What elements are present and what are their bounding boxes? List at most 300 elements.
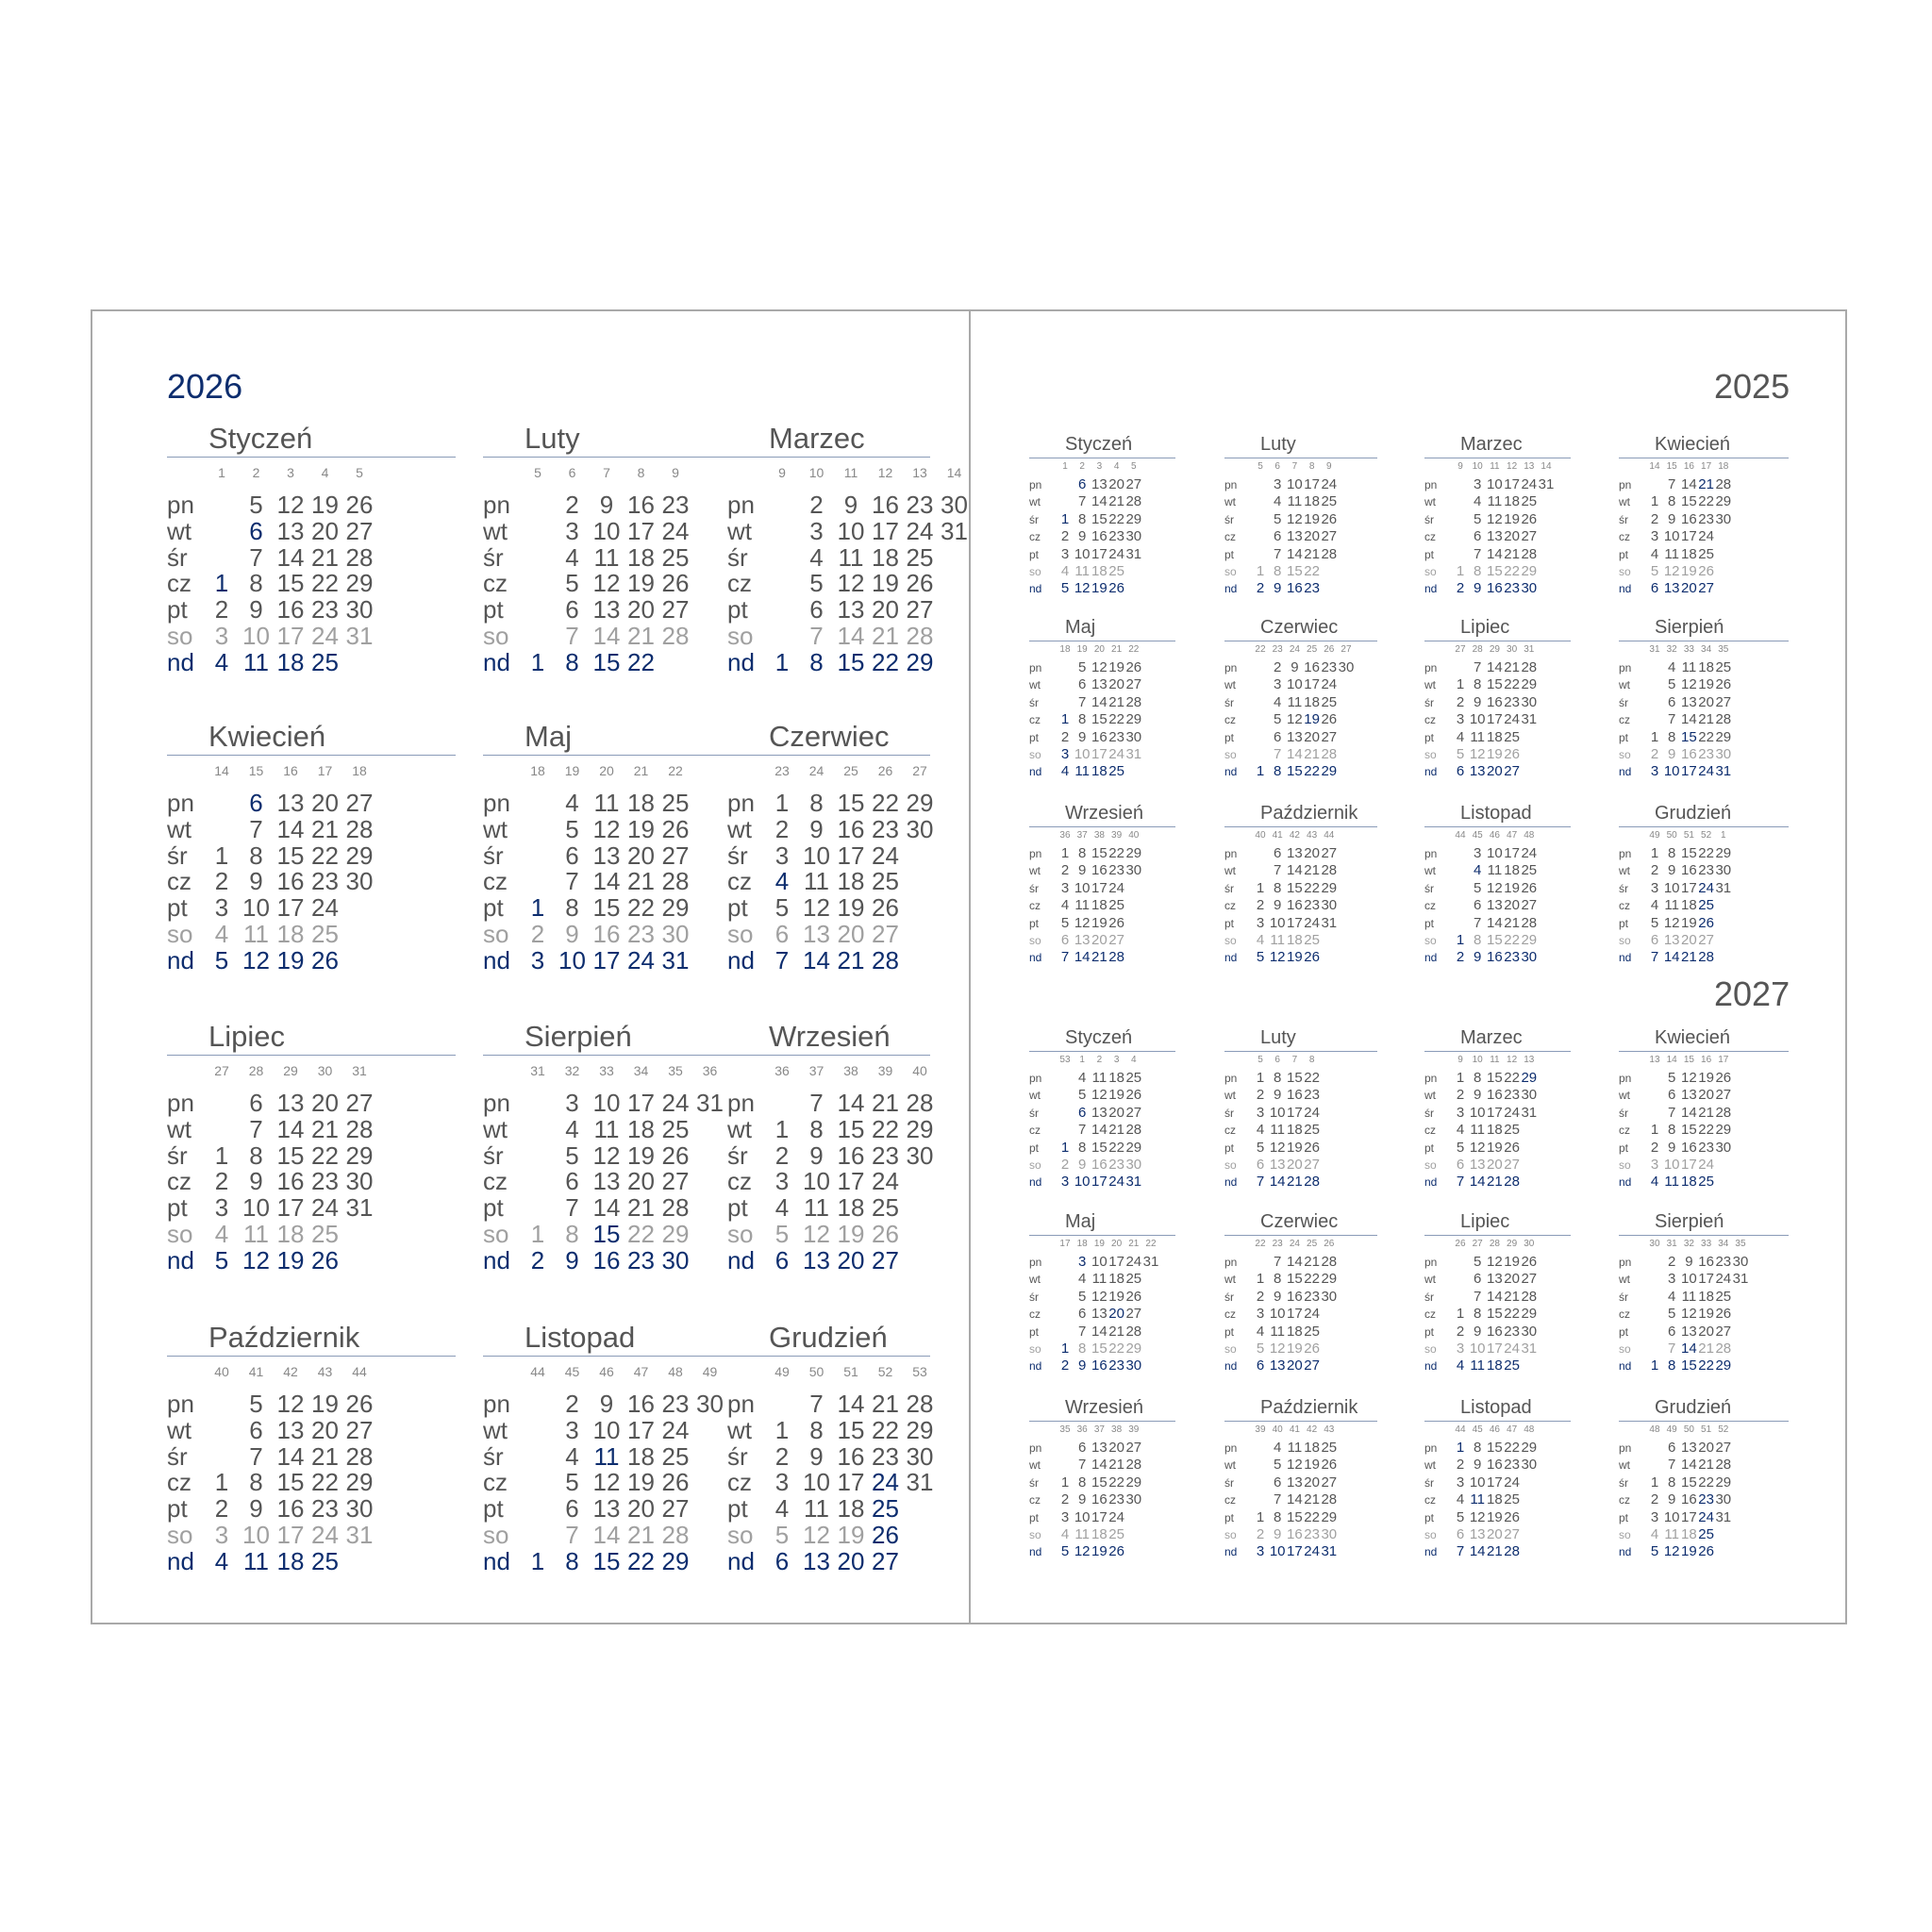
- day-cell: 28: [1715, 1104, 1732, 1121]
- day-cell: 20: [1698, 1087, 1714, 1104]
- day-cell: 23: [1108, 528, 1124, 545]
- day-cell: 6: [565, 841, 579, 870]
- day-cell: 5: [214, 945, 229, 974]
- day-cell: 16: [276, 595, 305, 625]
- month-name: Sierpień: [525, 1020, 632, 1053]
- day-cell: 3: [214, 1521, 229, 1549]
- day-cell: 17: [1304, 476, 1320, 492]
- week-number: 38: [843, 1063, 858, 1078]
- weekday-label: so: [1224, 1528, 1237, 1541]
- day-cell: 21: [1304, 1491, 1320, 1508]
- day-cell: 19: [1287, 949, 1303, 966]
- day-cell: 15: [1091, 711, 1108, 728]
- week-number: 6: [1274, 1055, 1280, 1065]
- day-cell: 25: [1715, 1288, 1732, 1305]
- day-cell: 25: [872, 1494, 899, 1524]
- day-cell: 23: [872, 814, 899, 843]
- day-cell: 18: [837, 867, 865, 896]
- day-cell: 30: [1732, 1254, 1749, 1270]
- day-cell: 26: [1521, 879, 1538, 896]
- day-cell: 30: [1125, 1357, 1142, 1374]
- day-cell: 21: [1504, 1288, 1520, 1305]
- day-cell: 14: [1091, 493, 1108, 510]
- day-cell: 20: [1504, 528, 1520, 545]
- day-cell: 30: [1125, 862, 1142, 879]
- weekday-label: wt: [1619, 1089, 1630, 1103]
- week-number: 4: [1131, 1055, 1137, 1065]
- day-cell: 20: [1487, 1157, 1503, 1173]
- day-cell: 31: [1715, 879, 1732, 896]
- day-cell: 10: [1487, 476, 1503, 492]
- day-cell: 18: [276, 1220, 305, 1248]
- day-cell: 23: [661, 491, 690, 519]
- day-cell: 6: [1474, 897, 1482, 914]
- day-cell: 15: [1287, 879, 1303, 896]
- day-cell: 6: [1078, 1306, 1087, 1323]
- day-cell: 9: [249, 867, 263, 896]
- day-cell: 22: [1504, 676, 1520, 693]
- weekday-label: cz: [483, 867, 508, 896]
- day-cell: 10: [837, 516, 865, 545]
- day-cell: 14: [276, 1114, 305, 1143]
- day-cell: 22: [627, 893, 655, 923]
- weekday-label: so: [1224, 1158, 1237, 1172]
- day-cell: 23: [1108, 1157, 1124, 1173]
- weekday-label: wt: [167, 516, 192, 545]
- day-cell: 29: [661, 893, 690, 923]
- weekday-label: nd: [1424, 1175, 1438, 1190]
- day-cell: 25: [1125, 1070, 1142, 1086]
- day-cell: 21: [1287, 1174, 1303, 1191]
- weekday-label: śr: [1224, 1475, 1234, 1490]
- day-cell: 28: [1715, 1341, 1732, 1357]
- day-cell: 27: [1125, 1306, 1142, 1323]
- weekday-label: so: [483, 1220, 509, 1248]
- weekday-label: wt: [1619, 864, 1630, 878]
- day-cell: 15: [1681, 493, 1697, 510]
- day-cell: 29: [1125, 1341, 1142, 1357]
- day-cell: 31: [1715, 1508, 1732, 1525]
- weekday-label: so: [727, 920, 754, 948]
- day-cell: 1: [530, 647, 545, 676]
- weekday-label: pn: [1619, 661, 1632, 675]
- week-number: 50: [1666, 830, 1677, 841]
- day-cell: 24: [1698, 763, 1714, 780]
- day-cell: 8: [1078, 1474, 1087, 1491]
- day-cell: 17: [1108, 1254, 1124, 1270]
- day-cell: 3: [565, 1415, 579, 1444]
- day-cell: 7: [249, 542, 263, 572]
- day-cell: 1: [1650, 728, 1659, 745]
- day-cell: 15: [1287, 1508, 1303, 1525]
- day-cell: 13: [803, 1546, 830, 1575]
- day-cell: 20: [1108, 1440, 1124, 1456]
- day-cell: 11: [1074, 1526, 1090, 1542]
- weekday-label: śr: [1619, 1290, 1628, 1304]
- month-name: Wrzesień: [1065, 803, 1143, 824]
- weekday-label: cz: [1029, 713, 1041, 727]
- day-cell: 26: [1698, 563, 1714, 579]
- day-cell: 17: [1487, 1474, 1503, 1491]
- week-number: 17: [1701, 461, 1712, 472]
- day-cell: 10: [1469, 711, 1486, 728]
- day-cell: 23: [1304, 580, 1320, 597]
- weekday-label: so: [483, 1521, 509, 1549]
- weekday-label: wt: [483, 814, 508, 843]
- day-cell: 2: [1456, 580, 1465, 597]
- day-cell: 27: [1504, 1526, 1520, 1542]
- day-cell: 12: [1091, 659, 1108, 675]
- day-cell: 23: [1304, 1526, 1320, 1542]
- day-cell: 27: [661, 1167, 690, 1196]
- day-cell: 2: [1456, 1087, 1465, 1104]
- day-cell: 7: [1078, 1457, 1087, 1474]
- day-cell: 7: [1078, 493, 1087, 510]
- day-cell: 16: [1487, 693, 1503, 710]
- day-cell: 14: [1469, 1174, 1486, 1191]
- day-cell: 24: [311, 1521, 339, 1549]
- day-cell: 19: [1487, 746, 1503, 762]
- day-cell: 2: [565, 491, 579, 519]
- day-cell: 7: [1078, 1122, 1087, 1139]
- day-cell: 23: [627, 1245, 655, 1274]
- week-number: 21: [633, 763, 649, 778]
- day-cell: 27: [1321, 845, 1338, 861]
- day-cell: 9: [1078, 1157, 1087, 1173]
- day-cell: 19: [627, 569, 655, 598]
- day-cell: 1: [214, 569, 229, 598]
- day-cell: 23: [311, 595, 339, 625]
- day-cell: 13: [1091, 676, 1108, 693]
- day-cell: 3: [774, 841, 790, 870]
- day-cell: 30: [1521, 580, 1538, 597]
- day-cell: 10: [1287, 476, 1303, 492]
- day-cell: 28: [1321, 746, 1338, 762]
- day-cell: 22: [1108, 510, 1124, 527]
- day-cell: 25: [1504, 1357, 1520, 1374]
- weekday-label: pt: [1029, 1141, 1040, 1155]
- week-number: 36: [774, 1063, 790, 1078]
- day-cell: 19: [1504, 510, 1520, 527]
- day-cell: 1: [774, 789, 790, 817]
- week-number: 13: [912, 465, 927, 480]
- week-number: 25: [1307, 644, 1318, 655]
- day-cell: 25: [906, 542, 934, 572]
- day-cell: 6: [1060, 932, 1070, 948]
- month-rule: [1029, 826, 1175, 827]
- day-cell: 6: [1274, 845, 1282, 861]
- day-cell: 8: [565, 1546, 579, 1575]
- day-cell: 11: [593, 1441, 620, 1471]
- weekday-label: pt: [483, 893, 504, 923]
- week-number: 3: [287, 465, 294, 480]
- day-cell: 14: [1681, 1341, 1697, 1357]
- day-cell: 24: [1504, 1474, 1520, 1491]
- day-cell: 7: [1668, 711, 1676, 728]
- day-cell: 11: [1470, 728, 1485, 745]
- day-cell: 10: [803, 841, 830, 870]
- day-cell: 28: [1321, 1491, 1338, 1508]
- weekday-label: cz: [727, 1167, 752, 1196]
- day-cell: 11: [243, 1546, 269, 1575]
- day-cell: 3: [1456, 1341, 1465, 1357]
- week-number: 17: [1718, 1055, 1729, 1065]
- day-cell: 18: [837, 1193, 865, 1223]
- day-cell: 17: [1698, 1271, 1714, 1288]
- day-cell: 6: [1456, 1157, 1465, 1173]
- day-cell: 28: [661, 1521, 690, 1549]
- day-cell: 4: [774, 867, 790, 896]
- day-cell: 8: [1078, 1139, 1087, 1156]
- weekday-label: so: [1619, 934, 1631, 947]
- day-cell: 26: [1125, 1087, 1142, 1104]
- week-number: 44: [1455, 830, 1466, 841]
- day-cell: 31: [661, 945, 690, 974]
- day-cell: 17: [1681, 1157, 1697, 1173]
- day-cell: 27: [345, 789, 374, 817]
- week-number: 52: [1718, 1424, 1729, 1435]
- month-name: Czerwiec: [1260, 617, 1339, 638]
- day-cell: 4: [1060, 763, 1070, 780]
- day-cell: 7: [1474, 914, 1482, 931]
- day-cell: 21: [627, 867, 655, 896]
- week-number: 4: [1113, 461, 1120, 472]
- day-cell: 31: [696, 1089, 724, 1117]
- week-number: 30: [317, 1063, 333, 1078]
- day-cell: 7: [1456, 1543, 1465, 1560]
- day-cell: 6: [774, 1245, 790, 1274]
- week-number: 14: [1541, 461, 1552, 472]
- day-cell: 24: [1108, 1508, 1124, 1525]
- month-name: Maj: [525, 720, 572, 753]
- month-name: Kwiecień: [208, 720, 326, 753]
- day-cell: 2: [1060, 1157, 1070, 1173]
- day-cell: 20: [1504, 897, 1520, 914]
- weekday-label: wt: [483, 1415, 508, 1444]
- day-cell: 13: [1091, 1306, 1108, 1323]
- weekday-label: śr: [727, 1441, 748, 1471]
- day-cell: 20: [1698, 693, 1714, 710]
- day-cell: 9: [1474, 1087, 1482, 1104]
- day-cell: 29: [1715, 845, 1732, 861]
- day-cell: 24: [661, 1415, 690, 1444]
- day-cell: 28: [906, 1089, 934, 1117]
- day-cell: 18: [1487, 1357, 1503, 1374]
- day-cell: 5: [565, 569, 579, 598]
- weekday-label: so: [1224, 748, 1237, 761]
- weekday-label: pn: [1424, 1441, 1438, 1455]
- month-name: Listopad: [1460, 803, 1532, 824]
- weekday-label: śr: [1029, 512, 1039, 526]
- day-cell: 3: [1456, 711, 1465, 728]
- day-cell: 22: [1304, 563, 1320, 579]
- day-cell: 19: [837, 1521, 865, 1549]
- day-cell: 2: [1650, 1491, 1659, 1508]
- day-cell: 12: [1663, 914, 1680, 931]
- day-cell: 19: [1504, 1254, 1520, 1270]
- day-cell: 7: [1650, 949, 1659, 966]
- day-cell: 31: [1521, 711, 1538, 728]
- day-cell: 17: [1091, 1174, 1108, 1191]
- week-number: 18: [352, 763, 367, 778]
- day-cell: 5: [1668, 1070, 1676, 1086]
- weekday-label: pn: [727, 789, 755, 817]
- day-cell: 3: [1256, 1104, 1265, 1121]
- day-cell: 12: [1287, 1457, 1303, 1474]
- weekday-label: nd: [1029, 1545, 1042, 1559]
- day-cell: 8: [1474, 932, 1482, 948]
- day-cell: 13: [1091, 1104, 1108, 1121]
- weekday-label: so: [1424, 934, 1437, 947]
- day-cell: 23: [1304, 897, 1320, 914]
- day-cell: 15: [1681, 1357, 1697, 1374]
- day-cell: 11: [1287, 693, 1303, 710]
- day-cell: 23: [872, 1141, 899, 1170]
- day-cell: 12: [1269, 949, 1286, 966]
- week-number: 2: [252, 465, 260, 480]
- weekday-label: nd: [1619, 1545, 1632, 1559]
- day-cell: 1: [1060, 845, 1070, 861]
- day-cell: 27: [661, 595, 690, 625]
- week-number: 49: [1666, 1424, 1677, 1435]
- day-cell: 3: [214, 622, 229, 650]
- day-cell: 27: [1125, 1104, 1142, 1121]
- weekday-label: pn: [1424, 1256, 1438, 1269]
- day-cell: 4: [214, 1546, 229, 1575]
- day-cell: 25: [1108, 897, 1124, 914]
- day-cell: 28: [872, 945, 899, 974]
- day-cell: 13: [1469, 1157, 1486, 1173]
- day-cell: 22: [1698, 845, 1714, 861]
- day-cell: 5: [1060, 914, 1070, 931]
- day-cell: 19: [1681, 1543, 1697, 1560]
- day-cell: 17: [1091, 879, 1108, 896]
- weekday-label: pt: [1224, 1141, 1235, 1155]
- weekday-label: wt: [1029, 1089, 1041, 1103]
- day-cell: 28: [1125, 693, 1142, 710]
- weekday-label: pt: [483, 1494, 504, 1524]
- day-cell: 16: [1698, 1254, 1714, 1270]
- day-cell: 3: [1274, 476, 1282, 492]
- day-cell: 15: [1487, 1306, 1503, 1323]
- weekday-label: cz: [1224, 1124, 1236, 1138]
- day-cell: 29: [906, 789, 934, 817]
- day-cell: 13: [1487, 528, 1503, 545]
- day-cell: 22: [1504, 932, 1520, 948]
- day-cell: 27: [1715, 1323, 1732, 1340]
- day-cell: 26: [1521, 1254, 1538, 1270]
- day-cell: 19: [837, 1220, 865, 1248]
- day-cell: 6: [565, 1494, 579, 1524]
- day-cell: 8: [1474, 1306, 1482, 1323]
- day-cell: 11: [1487, 493, 1503, 510]
- day-cell: 22: [1304, 1070, 1320, 1086]
- day-cell: 12: [242, 945, 270, 974]
- weekday-label: cz: [1619, 1493, 1630, 1507]
- day-cell: 1: [1650, 1474, 1659, 1491]
- day-cell: 20: [1304, 1474, 1320, 1491]
- day-cell: 14: [1663, 949, 1680, 966]
- day-cell: 22: [1108, 845, 1124, 861]
- day-cell: 15: [837, 1415, 865, 1444]
- weekday-label: pt: [1224, 547, 1235, 561]
- day-cell: 2: [1060, 728, 1070, 745]
- week-number: 27: [214, 1063, 229, 1078]
- weekday-label: śr: [727, 1141, 748, 1170]
- weekday-label: nd: [1424, 765, 1438, 779]
- day-cell: 18: [1287, 1122, 1303, 1139]
- month-name: Styczeń: [1065, 434, 1133, 455]
- week-number: 37: [1093, 1424, 1105, 1435]
- weekday-label: pn: [483, 1089, 510, 1117]
- week-number: 26: [1324, 644, 1335, 655]
- day-cell: 12: [592, 1468, 621, 1497]
- day-cell: 18: [276, 647, 305, 676]
- day-cell: 31: [1521, 1341, 1538, 1357]
- day-cell: 13: [837, 595, 865, 625]
- day-cell: 9: [1078, 1357, 1087, 1374]
- day-cell: 16: [1091, 528, 1108, 545]
- day-cell: 5: [1650, 914, 1659, 931]
- day-cell: 22: [1108, 1341, 1124, 1357]
- day-cell: 27: [1504, 1157, 1520, 1173]
- day-cell: 30: [661, 920, 690, 948]
- day-cell: 19: [1698, 1306, 1714, 1323]
- day-cell: 8: [1274, 1271, 1282, 1288]
- weekday-label: nd: [1424, 582, 1438, 596]
- day-cell: 8: [1474, 563, 1482, 579]
- day-cell: 20: [1108, 1104, 1124, 1121]
- day-cell: 13: [592, 1167, 621, 1196]
- day-cell: 30: [345, 595, 374, 625]
- day-cell: 20: [1108, 476, 1124, 492]
- day-cell: 31: [1715, 763, 1732, 780]
- month-name: Styczeń: [1065, 1027, 1133, 1048]
- day-cell: 8: [809, 1114, 824, 1143]
- weekday-label: cz: [1619, 530, 1630, 544]
- day-cell: 26: [1304, 949, 1320, 966]
- weekday-label: śr: [1619, 512, 1628, 526]
- day-cell: 8: [1274, 763, 1282, 780]
- day-cell: 10: [242, 622, 270, 650]
- week-number: 49: [774, 1364, 790, 1379]
- day-cell: 4: [1456, 1357, 1465, 1374]
- day-cell: 29: [661, 1220, 690, 1248]
- day-cell: 1: [1650, 1357, 1659, 1374]
- week-number: 51: [1701, 1424, 1712, 1435]
- day-cell: 29: [345, 1141, 374, 1170]
- day-cell: 4: [1456, 1122, 1465, 1139]
- week-number: 40: [1272, 1424, 1283, 1435]
- day-cell: 15: [1287, 1271, 1303, 1288]
- day-cell: 9: [1291, 659, 1299, 675]
- weekday-label: cz: [1029, 1124, 1041, 1138]
- day-cell: 21: [311, 814, 339, 843]
- week-number: 48: [1524, 1424, 1535, 1435]
- day-cell: 15: [592, 1546, 621, 1575]
- day-cell: 24: [1125, 1254, 1142, 1270]
- day-cell: 20: [1287, 1157, 1303, 1173]
- week-number: 27: [912, 763, 927, 778]
- day-cell: 14: [1469, 1543, 1486, 1560]
- weekday-label: pn: [1424, 1072, 1438, 1085]
- day-cell: 10: [1269, 1543, 1286, 1560]
- day-cell: 11: [1091, 1070, 1108, 1086]
- day-cell: 2: [1650, 746, 1659, 762]
- day-cell: 6: [1668, 1440, 1676, 1456]
- weekday-label: so: [727, 1521, 754, 1549]
- day-cell: 8: [1078, 510, 1087, 527]
